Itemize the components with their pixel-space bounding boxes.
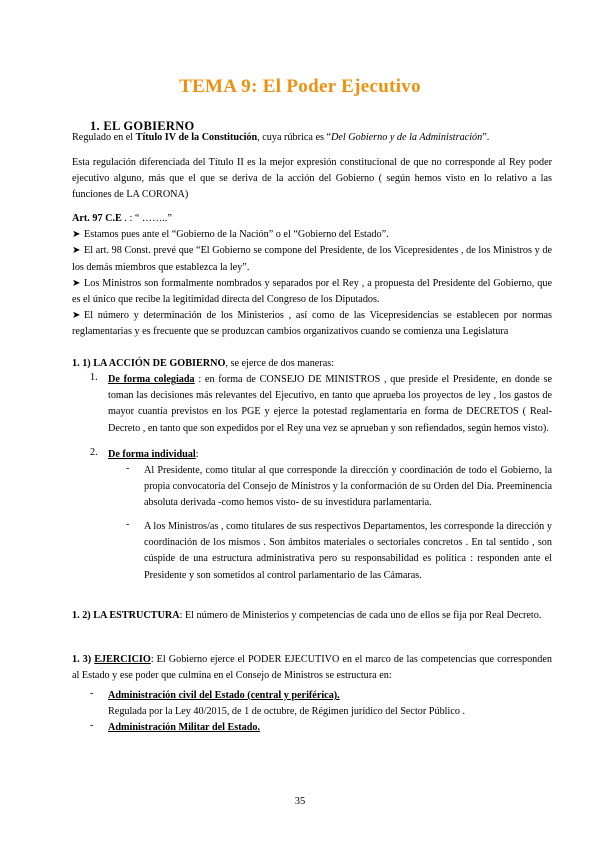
art97-line: Art. 97 C.E . : “ ……..”	[72, 213, 172, 224]
arrow-bullet-icon: ➤	[72, 229, 81, 241]
dash-bullet: -	[90, 720, 94, 731]
bullet-item: ➤ Estamos pues ante el “Gobierno de la Nación” o el “Gobierno del Estado”.	[72, 227, 552, 243]
admin-item: Administración Militar del Estado.	[108, 722, 261, 733]
page-number: 35	[294, 796, 306, 807]
bullet-item: ➤ El número y determinación de los Ministerios , así como de las Vicepresidencias se establecen por normas reglamentarias y es frecuente que se produzcan cambios organizativos cuando se comienza una Legislatura	[72, 310, 552, 338]
estructura-paragraph: 1. 2) LA ESTRUCTURA: El número de Ministerios y competencias de cada uno de ellos se fija por Real Decreto.	[72, 610, 542, 621]
dash-bullet: -	[90, 688, 94, 699]
section-heading: 1. EL GOBIERNO	[90, 119, 195, 133]
bullet-item: ➤ El art. 98 Const. prevé que “El Gobierno se compone del Presidente, de los Vicepresidentes , de los Ministros y de los demás miembros que establezca la ley”.	[72, 245, 552, 273]
paragraph-titulo-ii: Esta regulación diferenciada del Título II es la mejor expresión constitucional de que no corresponde al Rey poder ejecutivo alguno, más que el que se deriva de la acción del Gobierno ( según hemos visto en lo relativo a las funciones de LA CORONA)	[72, 157, 552, 201]
arrow-bullet-icon: ➤	[72, 245, 81, 257]
bullet-item: ➤ Los Ministros son formalmente nombrados y separados por el Rey , a propuesta del Presidente del Gobierno, que es el único que recibe la legitimidad directa del Congreso de los Diputados.	[72, 277, 552, 306]
list-number: 1.	[90, 372, 98, 383]
arrow-bullet-icon: ➤	[72, 277, 81, 289]
dash-bullet: -	[126, 463, 130, 474]
art97-block	[72, 211, 552, 341]
admin-item: Administración civil del Estado (central y periférica). Regulada por la Ley 40/2015, de 1 de octubre, de Régimen jurídico del Sector Público .	[108, 690, 466, 718]
list-number: 2.	[90, 447, 98, 458]
accion-heading: 1. 1) LA ACCIÓN DE GOBIERNO, se ejerce de dos maneras:	[72, 358, 335, 369]
individual-item-ministros: A los Ministros/as , como titulares de sus respectivos Departamentos, les corresponde la dirección y coordinación de los mismos . Son ámbitos materiales o sectoriales concretos . En tal sentido , son cúspide de una estructura administrativa pero su responsabilidad es política : responden ante el Presidente y son sometidos al control parlamentario de las Cámaras.	[144, 521, 552, 581]
forma-colegiada-item: De forma colegiada : en forma de CONSEJO DE MINISTROS , que preside el Presidente, en donde se toman las decisiones más relevantes del Ejecutivo, en tanto que aprueba los proyectos de ley , los gastos de mayor cuantía previstos en los PGE y ejerce la potestad reglamentaria en forma de DECRETOS ( Real-Decreto , en tanto que son expedidos por el Rey una vez se aprueban y son refiendados, según hemos visto).	[108, 374, 552, 434]
intro-paragraph: Regulado en el Título IV de la Constitución, cuya rúbrica es “Del Gobierno y de la Administración”.	[72, 132, 490, 143]
forma-individual-heading: De forma individual:	[108, 449, 199, 460]
individual-item-presidente: Al Presidente, como titular al que corresponde la dirección y coordinación de todo el Gobierno, la propia convocatoria del Consejo de Ministros y la conformación de su Orden del Día. Preeminencia absoluta derivada -como hemos visto- de su investidura parlamentaria.	[144, 465, 552, 509]
ejercicio-paragraph: 1. 3) EJERCICIO: El Gobierno ejerce el PODER EJECUTIVO en el marco de las competencias que corresponden al Estado y ese poder que culmina en el Consejo de Ministros se estructura en:	[72, 654, 552, 682]
dash-bullet: -	[126, 519, 130, 530]
arrow-bullet-icon: ➤	[72, 310, 81, 322]
page-title: TEMA 9: El Poder Ejecutivo	[179, 76, 421, 97]
